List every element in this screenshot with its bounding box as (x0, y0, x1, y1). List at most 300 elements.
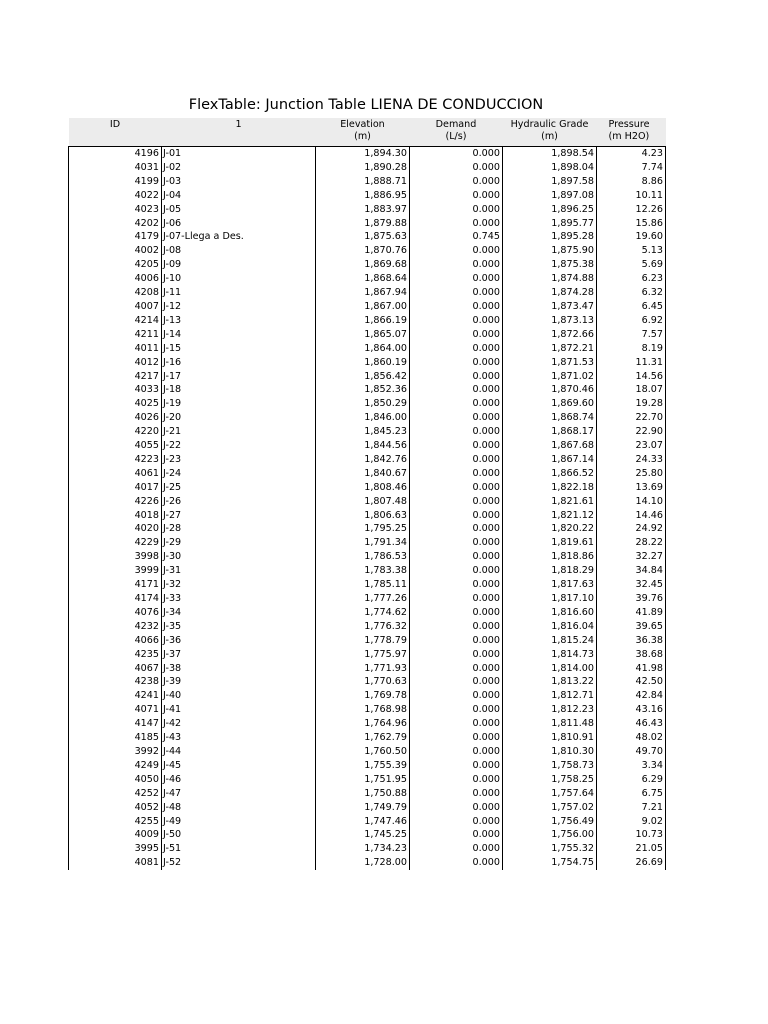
cell-hydraulic-grade: 1,868.17 (503, 425, 597, 439)
table-row[interactable] (69, 230, 666, 244)
table-row[interactable] (69, 550, 666, 564)
cell-pressure: 8.19 (597, 342, 666, 356)
table-row[interactable] (69, 856, 666, 870)
cell-elevation: 1,728.00 (316, 856, 410, 870)
cell-demand: 0.000 (410, 342, 503, 356)
cell-hydraulic-grade: 1,872.21 (503, 342, 597, 356)
cell-hydraulic-grade: 1,817.63 (503, 578, 597, 592)
cell-demand: 0.000 (410, 147, 503, 161)
table-row[interactable] (69, 509, 666, 523)
cell-id: 4214 (69, 314, 162, 328)
cell-hydraulic-grade: 1,814.00 (503, 662, 597, 676)
cell-label: J-08 (162, 244, 316, 258)
cell-pressure: 42.50 (597, 675, 666, 689)
cell-demand: 0.000 (410, 634, 503, 648)
cell-hydraulic-grade: 1,816.60 (503, 606, 597, 620)
cell-pressure: 9.02 (597, 815, 666, 829)
table-row[interactable] (69, 828, 666, 842)
cell-label: J-46 (162, 773, 316, 787)
cell-demand: 0.000 (410, 425, 503, 439)
cell-elevation: 1,808.46 (316, 481, 410, 495)
cell-elevation: 1,760.50 (316, 745, 410, 759)
cell-elevation: 1,886.95 (316, 189, 410, 203)
cell-elevation: 1,864.00 (316, 342, 410, 356)
table-row[interactable] (69, 675, 666, 689)
cell-pressure: 39.65 (597, 620, 666, 634)
cell-pressure: 32.27 (597, 550, 666, 564)
cell-demand: 0.000 (410, 217, 503, 231)
table-row[interactable] (69, 328, 666, 342)
cell-demand: 0.000 (410, 856, 503, 870)
cell-pressure: 6.29 (597, 773, 666, 787)
cell-id: 4252 (69, 787, 162, 801)
cell-hydraulic-grade: 1,897.58 (503, 175, 597, 189)
cell-elevation: 1,795.25 (316, 522, 410, 536)
column-header-pressure[interactable]: Pressure (m H2O) (597, 118, 666, 147)
cell-hydraulic-grade: 1,873.47 (503, 300, 597, 314)
cell-demand: 0.000 (410, 717, 503, 731)
cell-id: 4208 (69, 286, 162, 300)
cell-pressure: 8.86 (597, 175, 666, 189)
table-row[interactable] (69, 272, 666, 286)
cell-id: 4017 (69, 481, 162, 495)
cell-demand: 0.000 (410, 161, 503, 175)
cell-id: 4229 (69, 536, 162, 550)
cell-hydraulic-grade: 1,898.04 (503, 161, 597, 175)
cell-id: 4071 (69, 703, 162, 717)
cell-pressure: 41.89 (597, 606, 666, 620)
cell-id: 4241 (69, 689, 162, 703)
cell-elevation: 1,840.67 (316, 467, 410, 481)
table-row[interactable] (69, 731, 666, 745)
table-row[interactable] (69, 592, 666, 606)
cell-hydraulic-grade: 1,895.28 (503, 230, 597, 244)
cell-demand: 0.000 (410, 662, 503, 676)
table-row[interactable] (69, 773, 666, 787)
cell-elevation: 1,807.48 (316, 495, 410, 509)
cell-label: J-45 (162, 759, 316, 773)
cell-id: 4007 (69, 300, 162, 314)
cell-demand: 0.000 (410, 356, 503, 370)
table-row[interactable] (69, 564, 666, 578)
cell-id: 4174 (69, 592, 162, 606)
cell-elevation: 1,852.36 (316, 383, 410, 397)
cell-elevation: 1,856.42 (316, 370, 410, 384)
cell-elevation: 1,875.63 (316, 230, 410, 244)
table-row[interactable] (69, 759, 666, 773)
cell-label: J-15 (162, 342, 316, 356)
cell-elevation: 1,778.79 (316, 634, 410, 648)
cell-elevation: 1,868.64 (316, 272, 410, 286)
cell-id: 4066 (69, 634, 162, 648)
cell-pressure: 24.92 (597, 522, 666, 536)
cell-demand: 0.000 (410, 522, 503, 536)
cell-hydraulic-grade: 1,757.02 (503, 801, 597, 815)
cell-elevation: 1,762.79 (316, 731, 410, 745)
cell-pressure: 19.28 (597, 397, 666, 411)
cell-hydraulic-grade: 1,820.22 (503, 522, 597, 536)
cell-elevation: 1,890.28 (316, 161, 410, 175)
cell-label: J-13 (162, 314, 316, 328)
cell-id: 4185 (69, 731, 162, 745)
cell-label: J-21 (162, 425, 316, 439)
cell-demand: 0.000 (410, 689, 503, 703)
table-row[interactable] (69, 481, 666, 495)
cell-hydraulic-grade: 1,756.49 (503, 815, 597, 829)
cell-label: J-38 (162, 662, 316, 676)
cell-demand: 0.000 (410, 509, 503, 523)
cell-hydraulic-grade: 1,816.04 (503, 620, 597, 634)
cell-hydraulic-grade: 1,871.53 (503, 356, 597, 370)
cell-elevation: 1,769.78 (316, 689, 410, 703)
cell-label: J-05 (162, 203, 316, 217)
table-row[interactable] (69, 356, 666, 370)
cell-elevation: 1,774.62 (316, 606, 410, 620)
cell-id: 3995 (69, 842, 162, 856)
cell-id: 4226 (69, 495, 162, 509)
cell-demand: 0.000 (410, 383, 503, 397)
cell-label: J-52 (162, 856, 316, 870)
cell-label: J-17 (162, 370, 316, 384)
cell-elevation: 1,860.19 (316, 356, 410, 370)
cell-elevation: 1,786.53 (316, 550, 410, 564)
cell-pressure: 22.90 (597, 425, 666, 439)
cell-hydraulic-grade: 1,897.08 (503, 189, 597, 203)
cell-label: J-48 (162, 801, 316, 815)
cell-demand: 0.000 (410, 564, 503, 578)
table-row[interactable] (69, 522, 666, 536)
cell-label: J-18 (162, 383, 316, 397)
cell-demand: 0.000 (410, 370, 503, 384)
cell-elevation: 1,734.23 (316, 842, 410, 856)
table-row[interactable] (69, 383, 666, 397)
table-row[interactable] (69, 453, 666, 467)
cell-hydraulic-grade: 1,810.30 (503, 745, 597, 759)
table-header (69, 118, 666, 147)
table-row[interactable] (69, 286, 666, 300)
table-row[interactable] (69, 717, 666, 731)
table-row[interactable] (69, 258, 666, 272)
cell-pressure: 34.84 (597, 564, 666, 578)
cell-pressure: 22.70 (597, 411, 666, 425)
cell-label: J-44 (162, 745, 316, 759)
table-row[interactable] (69, 314, 666, 328)
cell-id: 4220 (69, 425, 162, 439)
cell-hydraulic-grade: 1,758.73 (503, 759, 597, 773)
cell-id: 4033 (69, 383, 162, 397)
cell-elevation: 1,771.93 (316, 662, 410, 676)
cell-elevation: 1,846.00 (316, 411, 410, 425)
cell-elevation: 1,870.76 (316, 244, 410, 258)
cell-demand: 0.000 (410, 675, 503, 689)
cell-label: J-47 (162, 787, 316, 801)
cell-pressure: 43.16 (597, 703, 666, 717)
cell-pressure: 14.46 (597, 509, 666, 523)
cell-hydraulic-grade: 1,755.32 (503, 842, 597, 856)
table-row[interactable] (69, 244, 666, 258)
cell-label: J-23 (162, 453, 316, 467)
table-row[interactable] (69, 648, 666, 662)
column-header-id[interactable]: ID (69, 118, 162, 147)
cell-demand: 0.000 (410, 759, 503, 773)
cell-label: J-51 (162, 842, 316, 856)
cell-pressure: 6.45 (597, 300, 666, 314)
cell-pressure: 5.13 (597, 244, 666, 258)
table-row[interactable] (69, 425, 666, 439)
cell-pressure: 4.23 (597, 147, 666, 161)
cell-label: J-01 (162, 147, 316, 161)
cell-elevation: 1,867.00 (316, 300, 410, 314)
cell-pressure: 24.33 (597, 453, 666, 467)
cell-demand: 0.000 (410, 314, 503, 328)
cell-elevation: 1,777.26 (316, 592, 410, 606)
cell-hydraulic-grade: 1,895.77 (503, 217, 597, 231)
cell-elevation: 1,883.97 (316, 203, 410, 217)
table-row[interactable] (69, 606, 666, 620)
cell-hydraulic-grade: 1,867.68 (503, 439, 597, 453)
table-row[interactable] (69, 815, 666, 829)
cell-label: J-04 (162, 189, 316, 203)
cell-elevation: 1,791.34 (316, 536, 410, 550)
table-row[interactable] (69, 536, 666, 550)
cell-label: J-37 (162, 648, 316, 662)
cell-elevation: 1,879.88 (316, 217, 410, 231)
cell-id: 4235 (69, 648, 162, 662)
cell-hydraulic-grade: 1,869.60 (503, 397, 597, 411)
cell-id: 4147 (69, 717, 162, 731)
cell-label: J-28 (162, 522, 316, 536)
table-row[interactable] (69, 662, 666, 676)
column-header-elevation[interactable]: Elevation (m) (316, 118, 410, 147)
cell-label: J-32 (162, 578, 316, 592)
table-row[interactable] (69, 300, 666, 314)
cell-elevation: 1,850.29 (316, 397, 410, 411)
cell-hydraulic-grade: 1,818.29 (503, 564, 597, 578)
table-row[interactable] (69, 495, 666, 509)
cell-pressure: 12.26 (597, 203, 666, 217)
table-row[interactable] (69, 203, 666, 217)
cell-id: 4006 (69, 272, 162, 286)
cell-demand: 0.000 (410, 328, 503, 342)
table-row[interactable] (69, 689, 666, 703)
cell-id: 4217 (69, 370, 162, 384)
cell-label: J-22 (162, 439, 316, 453)
cell-hydraulic-grade: 1,815.24 (503, 634, 597, 648)
cell-hydraulic-grade: 1,896.25 (503, 203, 597, 217)
cell-hydraulic-grade: 1,757.64 (503, 787, 597, 801)
cell-hydraulic-grade: 1,868.74 (503, 411, 597, 425)
cell-demand: 0.000 (410, 411, 503, 425)
table-row[interactable] (69, 397, 666, 411)
cell-id: 4223 (69, 453, 162, 467)
cell-elevation: 1,867.94 (316, 286, 410, 300)
cell-pressure: 42.84 (597, 689, 666, 703)
cell-hydraulic-grade: 1,812.23 (503, 703, 597, 717)
cell-hydraulic-grade: 1,871.02 (503, 370, 597, 384)
cell-label: J-12 (162, 300, 316, 314)
cell-demand: 0.000 (410, 189, 503, 203)
cell-label: J-31 (162, 564, 316, 578)
cell-hydraulic-grade: 1,821.61 (503, 495, 597, 509)
cell-label: J-19 (162, 397, 316, 411)
cell-hydraulic-grade: 1,814.73 (503, 648, 597, 662)
cell-label: J-50 (162, 828, 316, 842)
cell-pressure: 7.57 (597, 328, 666, 342)
cell-elevation: 1,865.07 (316, 328, 410, 342)
cell-pressure: 25.80 (597, 467, 666, 481)
cell-hydraulic-grade: 1,872.66 (503, 328, 597, 342)
cell-demand: 0.000 (410, 175, 503, 189)
cell-id: 4022 (69, 189, 162, 203)
cell-elevation: 1,747.46 (316, 815, 410, 829)
cell-hydraulic-grade: 1,813.22 (503, 675, 597, 689)
cell-demand: 0.000 (410, 578, 503, 592)
cell-id: 4202 (69, 217, 162, 231)
cell-label: J-40 (162, 689, 316, 703)
cell-elevation: 1,750.88 (316, 787, 410, 801)
cell-hydraulic-grade: 1,819.61 (503, 536, 597, 550)
table-row[interactable] (69, 161, 666, 175)
cell-pressure: 49.70 (597, 745, 666, 759)
table-row[interactable] (69, 467, 666, 481)
cell-id: 4009 (69, 828, 162, 842)
cell-id: 4050 (69, 773, 162, 787)
cell-elevation: 1,888.71 (316, 175, 410, 189)
cell-hydraulic-grade: 1,756.00 (503, 828, 597, 842)
cell-elevation: 1,845.23 (316, 425, 410, 439)
cell-hydraulic-grade: 1,875.90 (503, 244, 597, 258)
table-row[interactable] (69, 217, 666, 231)
column-header-demand[interactable]: Demand (L/s) (410, 118, 503, 147)
cell-demand: 0.000 (410, 828, 503, 842)
cell-id: 3999 (69, 564, 162, 578)
cell-hydraulic-grade: 1,817.10 (503, 592, 597, 606)
cell-elevation: 1,785.11 (316, 578, 410, 592)
table-row[interactable] (69, 175, 666, 189)
cell-demand: 0.000 (410, 300, 503, 314)
cell-id: 4061 (69, 467, 162, 481)
cell-id: 4179 (69, 230, 162, 244)
cell-pressure: 6.23 (597, 272, 666, 286)
cell-label: J-26 (162, 495, 316, 509)
cell-pressure: 48.02 (597, 731, 666, 745)
cell-id: 4012 (69, 356, 162, 370)
cell-demand: 0.000 (410, 258, 503, 272)
cell-id: 3992 (69, 745, 162, 759)
table-row[interactable] (69, 634, 666, 648)
cell-label: J-49 (162, 815, 316, 829)
cell-demand: 0.000 (410, 815, 503, 829)
cell-elevation: 1,783.38 (316, 564, 410, 578)
cell-label: J-39 (162, 675, 316, 689)
cell-pressure: 46.43 (597, 717, 666, 731)
table-row[interactable] (69, 703, 666, 717)
table-row[interactable] (69, 411, 666, 425)
cell-label: J-42 (162, 717, 316, 731)
cell-label: J-10 (162, 272, 316, 286)
cell-pressure: 14.10 (597, 495, 666, 509)
cell-id: 4205 (69, 258, 162, 272)
table-row[interactable] (69, 439, 666, 453)
cell-hydraulic-grade: 1,866.52 (503, 467, 597, 481)
cell-label: J-20 (162, 411, 316, 425)
cell-label: J-11 (162, 286, 316, 300)
cell-elevation: 1,749.79 (316, 801, 410, 815)
table-row[interactable] (69, 578, 666, 592)
cell-label: J-09 (162, 258, 316, 272)
cell-demand: 0.000 (410, 703, 503, 717)
cell-id: 4076 (69, 606, 162, 620)
table-row[interactable] (69, 189, 666, 203)
table-row[interactable] (69, 147, 666, 161)
cell-hydraulic-grade: 1,821.12 (503, 509, 597, 523)
cell-elevation: 1,764.96 (316, 717, 410, 731)
cell-pressure: 21.05 (597, 842, 666, 856)
cell-hydraulic-grade: 1,867.14 (503, 453, 597, 467)
cell-label: J-30 (162, 550, 316, 564)
cell-id: 4026 (69, 411, 162, 425)
cell-label: J-07-Llega a Des. (162, 230, 316, 244)
cell-label: J-36 (162, 634, 316, 648)
table-row[interactable] (69, 801, 666, 815)
column-header-label[interactable]: 1 (162, 118, 316, 147)
cell-label: J-02 (162, 161, 316, 175)
cell-demand: 0.000 (410, 439, 503, 453)
table-row[interactable] (69, 745, 666, 759)
table-row[interactable] (69, 787, 666, 801)
cell-hydraulic-grade: 1,754.75 (503, 856, 597, 870)
cell-pressure: 15.86 (597, 217, 666, 231)
cell-pressure: 26.69 (597, 856, 666, 870)
cell-demand: 0.000 (410, 606, 503, 620)
cell-pressure: 10.73 (597, 828, 666, 842)
cell-pressure: 6.92 (597, 314, 666, 328)
table-row[interactable] (69, 342, 666, 356)
cell-demand: 0.000 (410, 453, 503, 467)
cell-hydraulic-grade: 1,870.46 (503, 383, 597, 397)
cell-demand: 0.745 (410, 230, 503, 244)
column-header-hydraulic-grade[interactable]: Hydraulic Grade (m) (503, 118, 597, 147)
cell-demand: 0.000 (410, 842, 503, 856)
cell-demand: 0.000 (410, 801, 503, 815)
cell-id: 4199 (69, 175, 162, 189)
table-row[interactable] (69, 842, 666, 856)
cell-elevation: 1,776.32 (316, 620, 410, 634)
table-row[interactable] (69, 620, 666, 634)
table-row[interactable] (69, 370, 666, 384)
cell-hydraulic-grade: 1,811.48 (503, 717, 597, 731)
cell-pressure: 23.07 (597, 439, 666, 453)
cell-demand: 0.000 (410, 481, 503, 495)
cell-pressure: 38.68 (597, 648, 666, 662)
cell-hydraulic-grade: 1,818.86 (503, 550, 597, 564)
cell-label: J-24 (162, 467, 316, 481)
cell-pressure: 32.45 (597, 578, 666, 592)
cell-label: J-06 (162, 217, 316, 231)
cell-elevation: 1,745.25 (316, 828, 410, 842)
cell-id: 4249 (69, 759, 162, 773)
cell-label: J-27 (162, 509, 316, 523)
cell-demand: 0.000 (410, 773, 503, 787)
cell-hydraulic-grade: 1,812.71 (503, 689, 597, 703)
cell-hydraulic-grade: 1,875.38 (503, 258, 597, 272)
cell-pressure: 41.98 (597, 662, 666, 676)
cell-demand: 0.000 (410, 536, 503, 550)
cell-id: 4171 (69, 578, 162, 592)
cell-elevation: 1,869.68 (316, 258, 410, 272)
cell-pressure: 10.11 (597, 189, 666, 203)
cell-demand: 0.000 (410, 648, 503, 662)
